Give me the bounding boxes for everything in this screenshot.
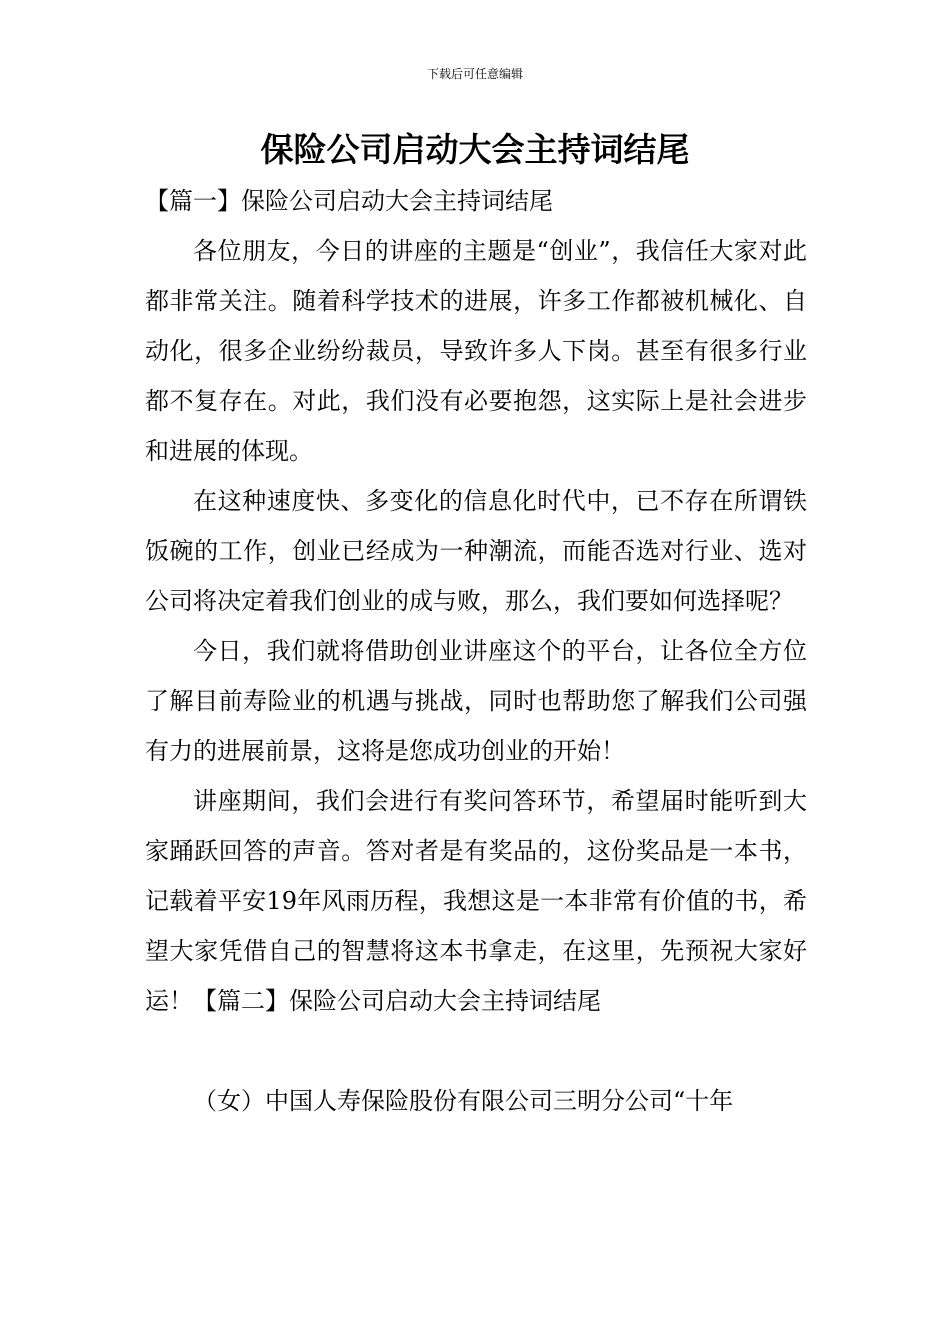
paragraph-5: （女）中国人寿保险股份有限公司三明分公司“十年 — [193, 1087, 734, 1115]
section-heading: 【篇一】保险公司启动大会主持词结尾 — [145, 187, 553, 215]
paragraph-2: 在这种速度快、多变化的信息化时代中，已不存在所谓铁饭碗的工作，创业已经成为一种潮流，而能否选对行业、选对公司将决定着我们创业的成与败，那么，我们要如何选择呢？ — [145, 487, 807, 615]
header-note: 下载后可任意编辑 — [426, 67, 523, 81]
paragraph-3: 今日，我们就将借助创业讲座这个的平台，让各位全方位了解目前寿险业的机遇与挑战，同时也帮助您了解我们公司强有力的进展前景，这将是您成功创业的开始！ — [145, 637, 807, 765]
paragraph-1: 各位朋友，今日的讲座的主题是“创业”，我信任大家对此都非常关注。随着科学技术的进展，许多工作都被机械化、自动化，很多企业纷纷裁员，导致许多人下岗。甚至有很多行业都不复存在。对此，我们没有必要抱怨，这实际上是社会进步和进展的体现。 — [145, 237, 807, 465]
page-title: 保险公司启动大会主持词结尾 — [260, 130, 690, 169]
paragraph-4: 讲座期间，我们会进行有奖问答环节，希望届时能听到大家踊跃回答的声音。答对者是有奖品的，这份奖品是一本书，记载着平安19年风雨历程，我想这是一本非常有价值的书，希望大家凭借自己的智慧将这本书拿走，在这里，先预祝大家好运！【篇二】保险公司启动大会主持词结尾 — [145, 787, 807, 1015]
paragraph-spacer — [145, 1026, 807, 1076]
document-body — [145, 176, 807, 1126]
